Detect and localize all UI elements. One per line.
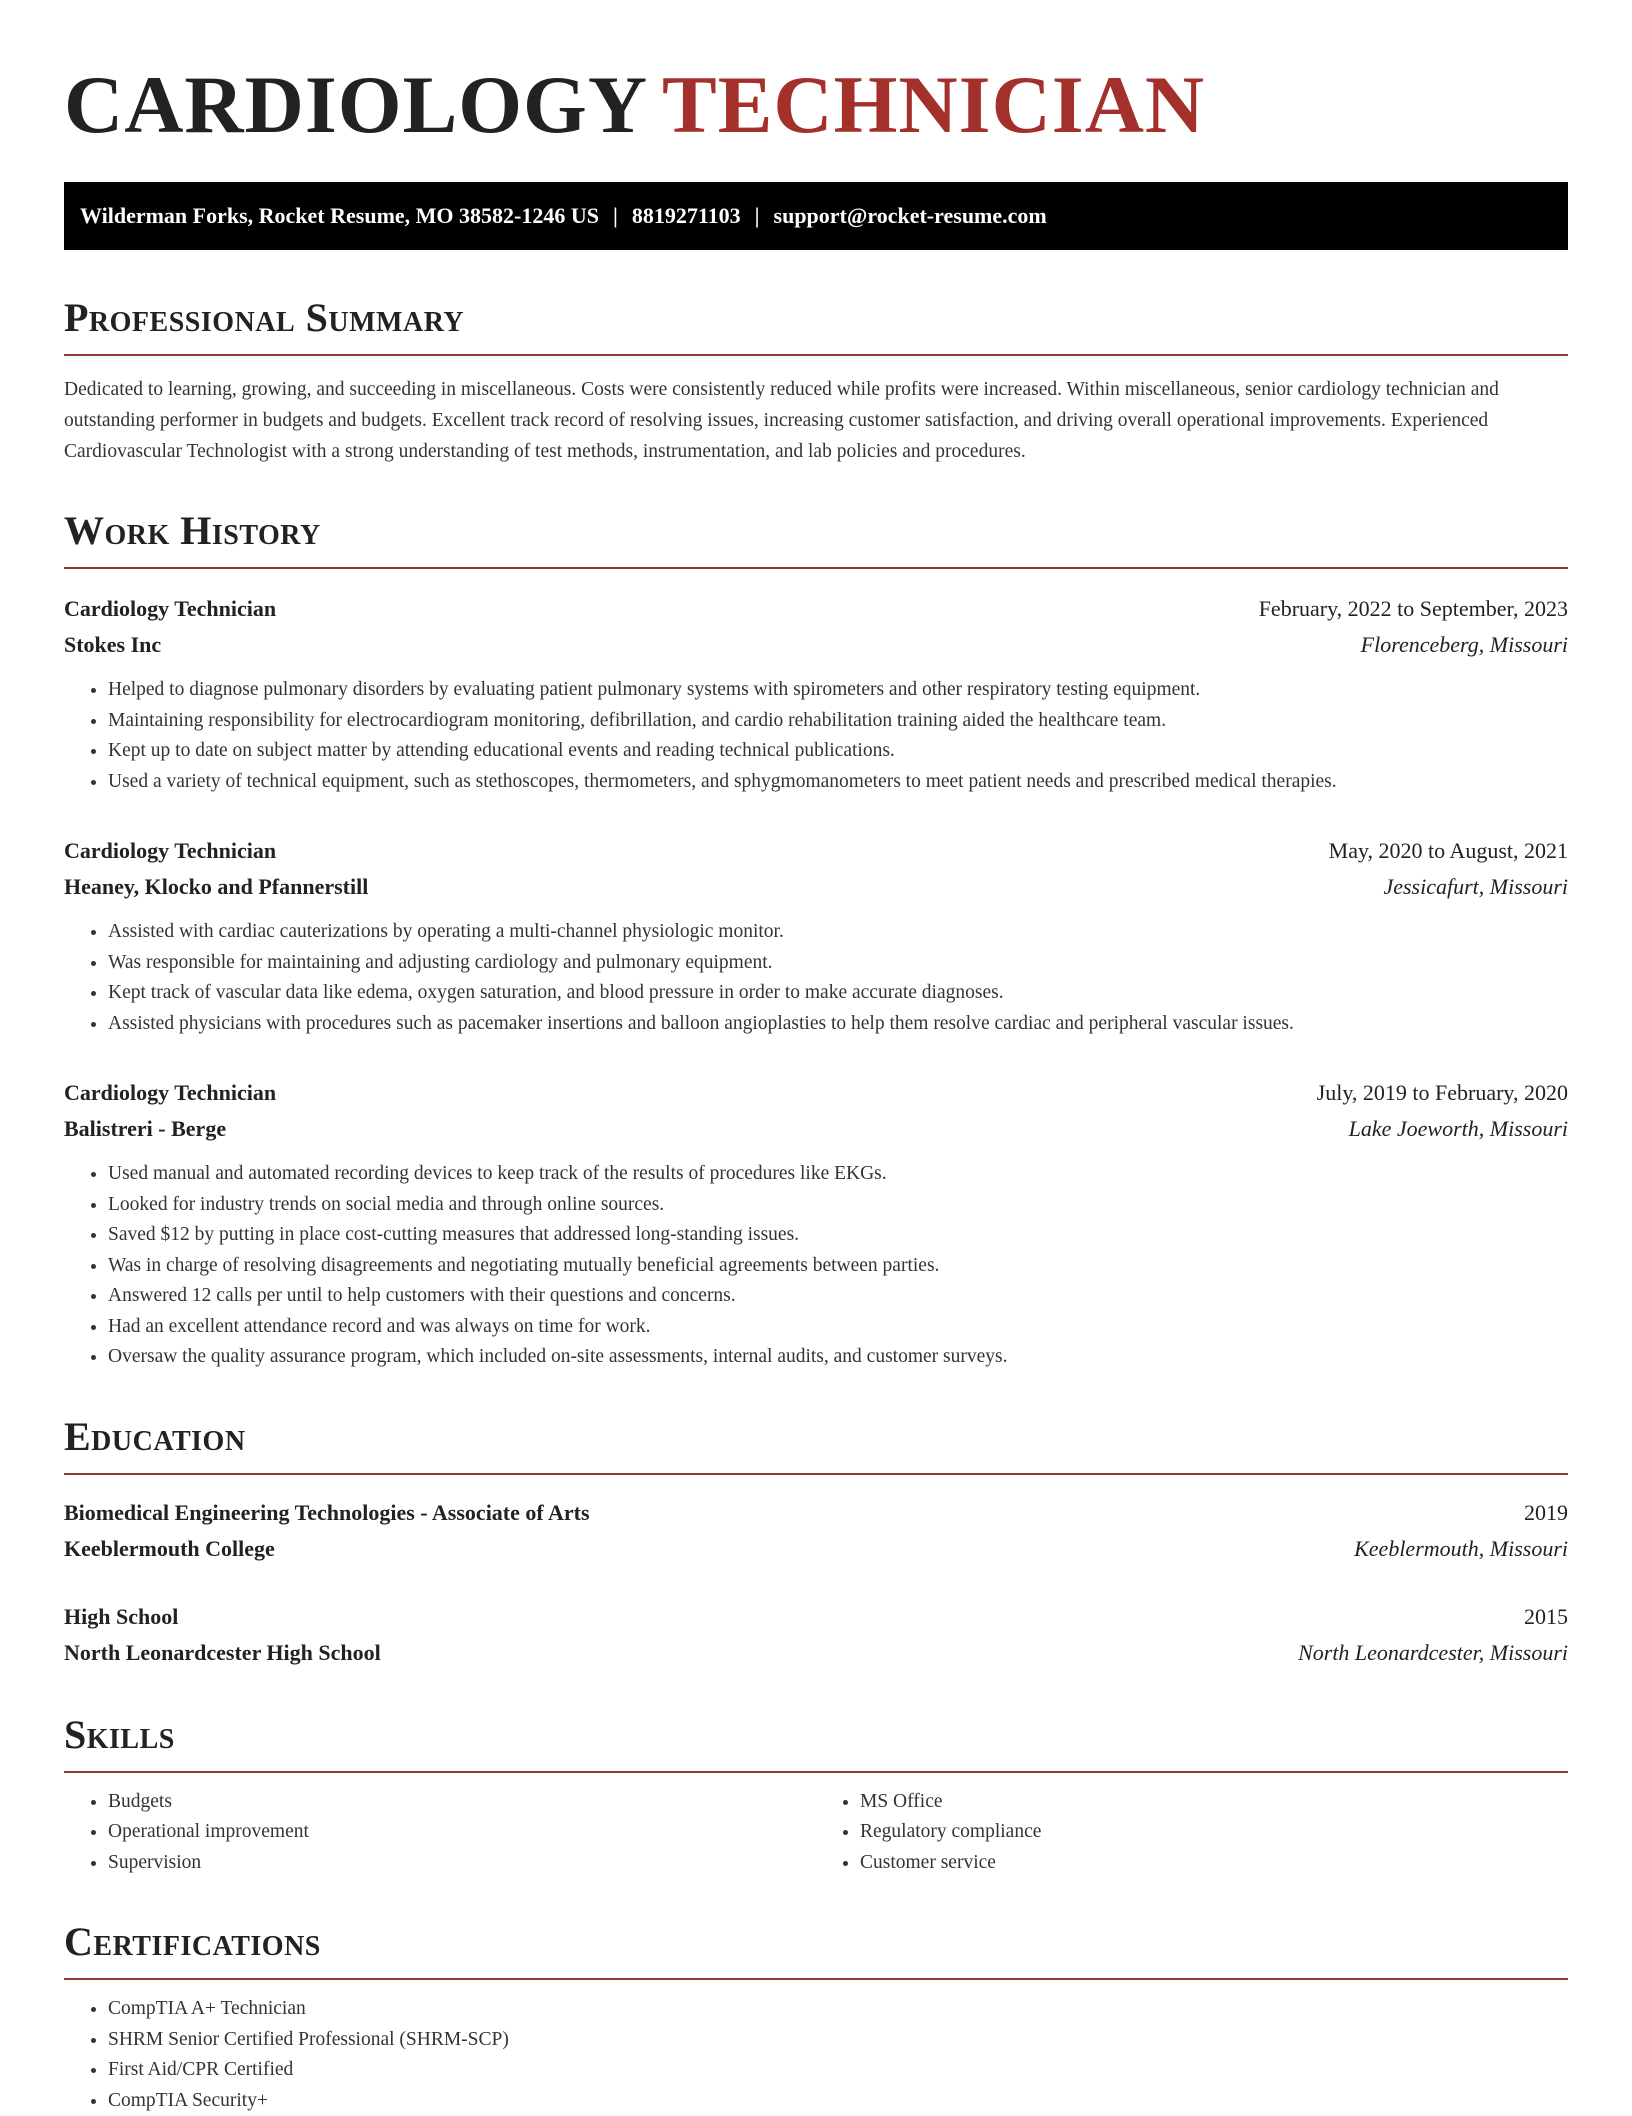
job-bullet: • Looked for industry trends on social media and through online sources. bbox=[108, 1190, 1568, 1221]
job-location: Jessicafurt, Missouri bbox=[1383, 869, 1568, 905]
resume-name bbox=[64, 50, 1568, 146]
certification-item: • CompTIA A+ Technician bbox=[108, 1994, 1568, 2025]
certification-item: • CompTIA Security+ bbox=[108, 2086, 1568, 2116]
skill-item: • Customer service bbox=[860, 1848, 1568, 1879]
education-degree: Biomedical Engineering Technologies - Associate of Arts bbox=[64, 1495, 590, 1531]
job-bullet: • Assisted physicians with procedures such as pacemaker insertions and balloon angioplasties to help them resolve cardiac and peripheral vascular issues. bbox=[108, 1009, 1568, 1040]
job-bullets bbox=[64, 675, 1568, 797]
education-entry bbox=[64, 1599, 1568, 1671]
job-dates: July, 2019 to February, 2020 bbox=[1317, 1075, 1568, 1111]
job-bullet: • Was responsible for maintaining and adjusting cardiology and pulmonary equipment. bbox=[108, 948, 1568, 979]
job-dates: February, 2022 to September, 2023 bbox=[1259, 591, 1568, 627]
skill-item: • Supervision bbox=[108, 1848, 816, 1879]
contact-phone: 8819271103 bbox=[632, 203, 741, 229]
job-company: Stokes Inc bbox=[64, 627, 161, 663]
job-bullet: • Assisted with cardiac cauterizations by operating a multi-channel physiologic monitor. bbox=[108, 917, 1568, 948]
job-bullet: • Kept track of vascular data like edema, oxygen saturation, and blood pressure in order to make accurate diagnoses. bbox=[108, 978, 1568, 1009]
section-summary bbox=[64, 298, 1568, 467]
job-entry bbox=[64, 833, 1568, 1039]
job-bullets bbox=[64, 1159, 1568, 1373]
education-location: North Leonardcester, Missouri bbox=[1298, 1635, 1568, 1671]
education-school: Keeblermouth College bbox=[64, 1531, 275, 1567]
job-entry bbox=[64, 591, 1568, 797]
section-title-summary: Professional Summary bbox=[64, 298, 1568, 356]
contact-address: Wilderman Forks, Rocket Resume, MO 38582-1246 US bbox=[80, 203, 599, 229]
contact-separator: | bbox=[755, 203, 760, 229]
section-work-history bbox=[64, 511, 1568, 1373]
skill-item: • MS Office bbox=[860, 1787, 1568, 1818]
skill-item: • Operational improvement bbox=[108, 1817, 816, 1848]
job-bullet: • Used a variety of technical equipment, such as stethoscopes, thermometers, and sphygmomanometers to meet patient needs and prescribed medical therapies. bbox=[108, 767, 1568, 798]
education-degree: High School bbox=[64, 1599, 178, 1635]
job-title: Cardiology Technician bbox=[64, 833, 276, 869]
skills-list-right bbox=[816, 1787, 1568, 1879]
contact-separator: | bbox=[613, 203, 618, 229]
name-last: TECHNICIAN bbox=[662, 59, 1205, 150]
job-bullet: • Kept up to date on subject matter by attending educational events and reading technical publications. bbox=[108, 736, 1568, 767]
job-bullet: • Had an excellent attendance record and was always on time for work. bbox=[108, 1312, 1568, 1343]
education-year: 2019 bbox=[1524, 1495, 1568, 1531]
certification-item: • SHRM Senior Certified Professional (SHRM-SCP) bbox=[108, 2025, 1568, 2056]
skill-item: • Regulatory compliance bbox=[860, 1817, 1568, 1848]
skill-item: • Budgets bbox=[108, 1787, 816, 1818]
section-education bbox=[64, 1417, 1568, 1671]
summary-text: Dedicated to learning, growing, and succeeding in miscellaneous. Costs were consistently reduced while profits were increased. Within miscellaneous, senior cardiology technician and outstanding performer in budgets and budgets. Excellent track record of resolving issues, increasing customer satisfaction, and driving overall operational improvements. Experienced Cardiovascular Technologist with a strong understanding of test methods, instrumentation, and lab policies and procedures. bbox=[64, 374, 1568, 467]
job-entry bbox=[64, 1075, 1568, 1373]
job-bullet: • Saved $12 by putting in place cost-cutting measures that addressed long-standing issues. bbox=[108, 1220, 1568, 1251]
job-company: Balistreri - Berge bbox=[64, 1111, 226, 1147]
job-title: Cardiology Technician bbox=[64, 591, 276, 627]
job-bullet: • Was in charge of resolving disagreements and negotiating mutually beneficial agreements between parties. bbox=[108, 1251, 1568, 1282]
certification-item: • First Aid/CPR Certified bbox=[108, 2055, 1568, 2086]
section-title-skills: Skills bbox=[64, 1715, 1568, 1773]
job-bullet: • Maintaining responsibility for electrocardiogram monitoring, defibrillation, and cardio rehabilitation training aided the healthcare team. bbox=[108, 706, 1568, 737]
job-bullet: • Helped to diagnose pulmonary disorders by evaluating patient pulmonary systems with spirometers and other respiratory testing equipment. bbox=[108, 675, 1568, 706]
skills-list-left bbox=[64, 1787, 816, 1879]
certifications-list bbox=[64, 1994, 1568, 2116]
job-location: Florenceberg, Missouri bbox=[1361, 627, 1568, 663]
job-title: Cardiology Technician bbox=[64, 1075, 276, 1111]
section-skills bbox=[64, 1715, 1568, 1879]
education-school: North Leonardcester High School bbox=[64, 1635, 381, 1671]
section-title-certifications: Certifications bbox=[64, 1922, 1568, 1980]
section-title-education: Education bbox=[64, 1417, 1568, 1475]
education-entry bbox=[64, 1495, 1568, 1567]
job-bullet: • Used manual and automated recording devices to keep track of the results of procedures like EKGs. bbox=[108, 1159, 1568, 1190]
name-first: CARDIOLOGY bbox=[64, 59, 648, 150]
job-location: Lake Joeworth, Missouri bbox=[1349, 1111, 1568, 1147]
skills-columns bbox=[64, 1787, 1568, 1879]
education-location: Keeblermouth, Missouri bbox=[1354, 1531, 1568, 1567]
job-company: Heaney, Klocko and Pfannerstill bbox=[64, 869, 368, 905]
section-certifications bbox=[64, 1922, 1568, 2116]
job-bullet: • Answered 12 calls per until to help customers with their questions and concerns. bbox=[108, 1281, 1568, 1312]
education-year: 2015 bbox=[1524, 1599, 1568, 1635]
section-title-work-history: Work History bbox=[64, 511, 1568, 569]
job-bullets bbox=[64, 917, 1568, 1039]
contact-bar bbox=[64, 182, 1568, 250]
job-dates: May, 2020 to August, 2021 bbox=[1329, 833, 1568, 869]
job-bullet: • Oversaw the quality assurance program, which included on-site assessments, internal audits, and customer surveys. bbox=[108, 1342, 1568, 1373]
contact-email: support@rocket-resume.com bbox=[774, 203, 1047, 229]
